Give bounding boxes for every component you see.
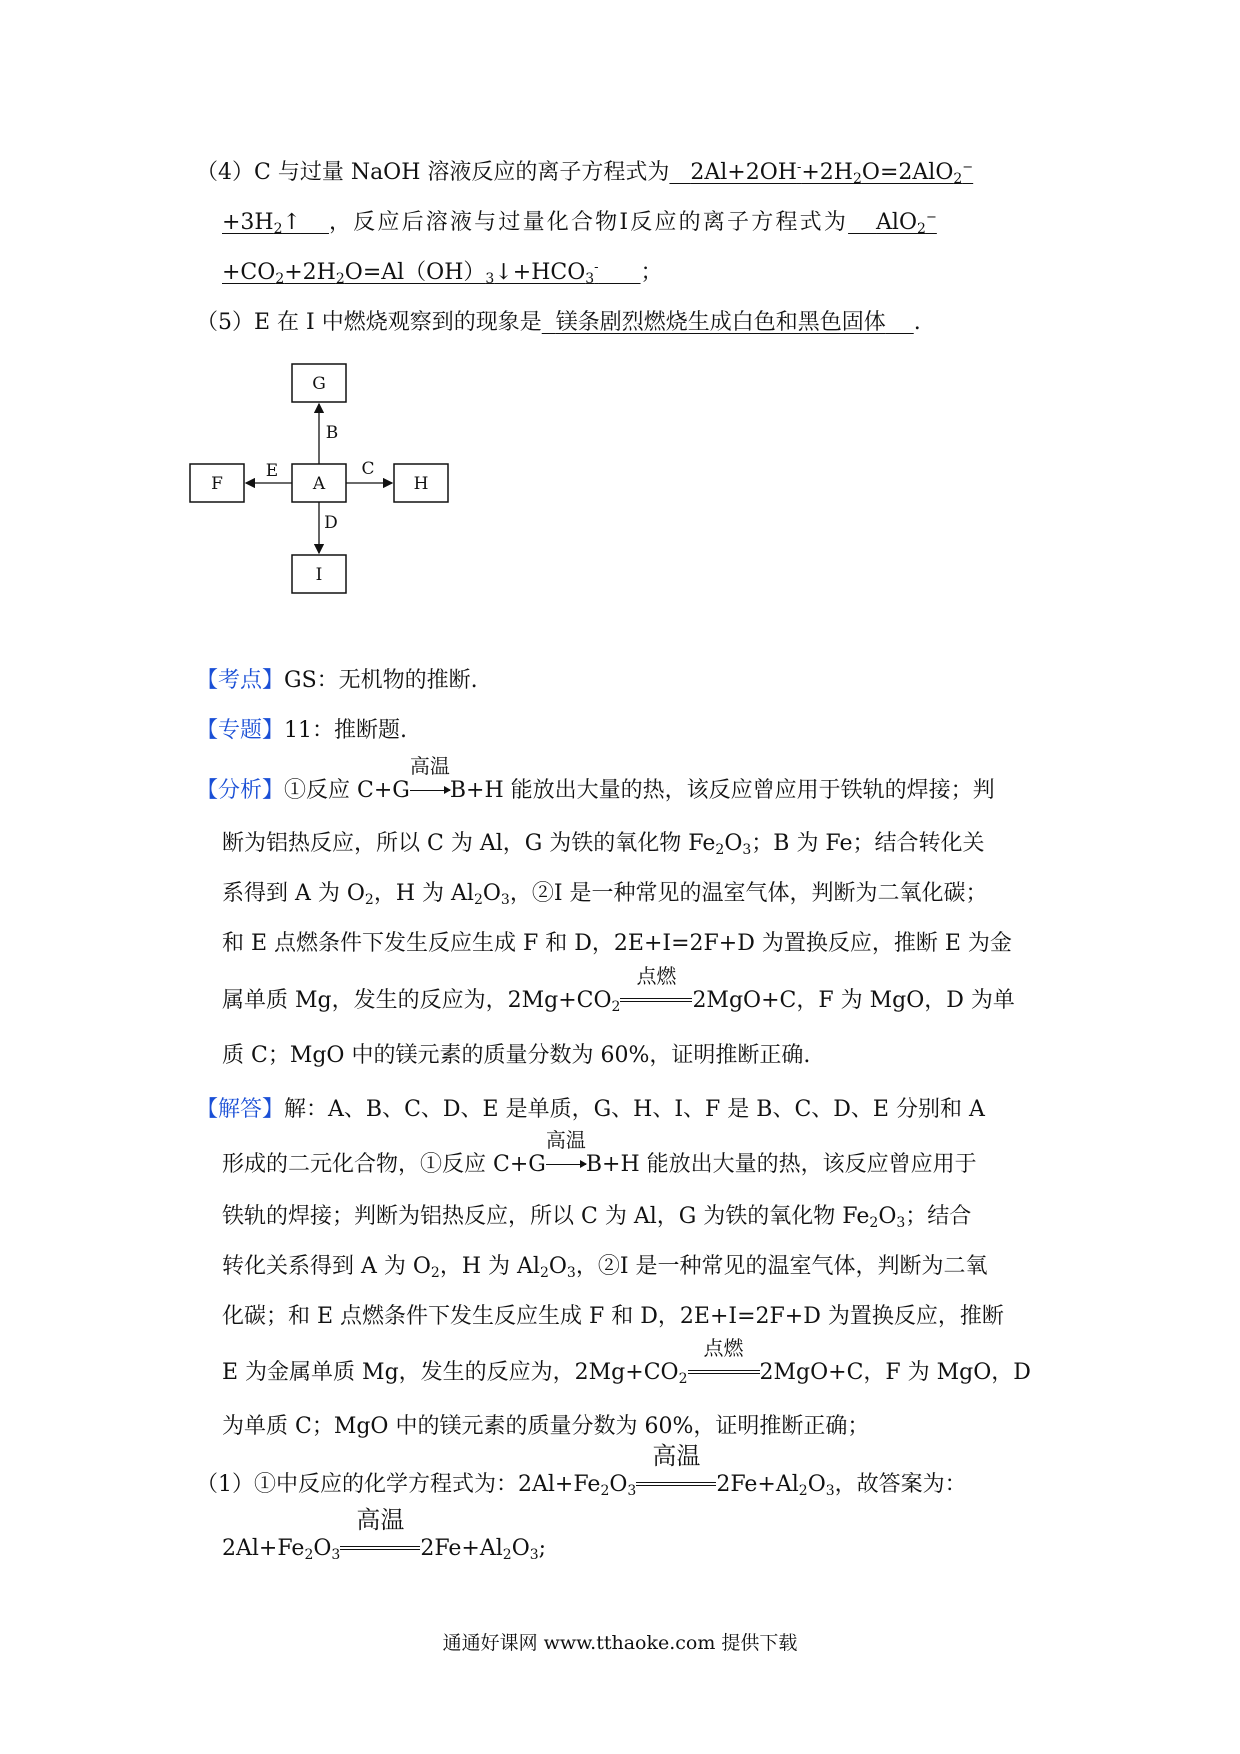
q1-text: 2Al+Fe [222, 1536, 305, 1561]
node-g: G [312, 374, 326, 394]
q1-line-1: （1）①中反应的化学方程式为：$2Al+Fe_2O_3$ 高温 $2Fe+Al_2O_3$，故答案为： [196, 1442, 967, 1499]
q4-line-1 [196, 160, 974, 187]
node-i: I [315, 565, 323, 585]
condition-label: 点燃 [703, 1336, 744, 1360]
jieda-tag: 【解答】 [196, 1097, 285, 1122]
fenxi-text: B+H 能放出大量的热，该反应曾应用于铁轨的焊接；判 [449, 778, 995, 803]
fenxi-text: 质 C；MgO 中的镁元素的质量分数为 60%，证明推断正确. [222, 1043, 811, 1068]
jieda-text: 2MgO+C，F 为 MgO，D [759, 1360, 1031, 1385]
jieda-text: 解：A、B、C、D、E 是单质，G、H、I、F 是 B、C、D、E 分别和 A [284, 1097, 985, 1122]
condition-dianran-equals [688, 1336, 760, 1384]
q4-answer-2: AlO$_2$− [876, 210, 937, 237]
edge-label-c: C [361, 459, 375, 479]
jieda-text: 形成的二元化合物，①反应 C+G [222, 1152, 546, 1177]
condition-label: 高温 [652, 1442, 701, 1470]
q4-answer-2-cont: $+CO_2+2H_2O=Al(OH)_3↓+HCO_3^-$ [222, 260, 599, 287]
zhuanti-tag: 【专题】 [196, 718, 285, 743]
fenxi-line-3: 系得到 A 为 $O_2$，H 为 $Al_2O_3$，②I 是一种常见的温室气体，判断为二氧化碳； [222, 881, 988, 908]
kaodian-line [196, 670, 478, 692]
zhuanti-text: 11：推断题. [284, 718, 408, 743]
q4-prompt: （4）C 与过量 NaOH 溶液反应的离子方程式为 [196, 160, 670, 185]
q1-line-2: $2Al+Fe_2O_3$ 高温 $2Fe+Al_2O_3$; [222, 1506, 547, 1563]
q5-answer: 镁条剧烈燃烧生成白色和黑色固体 [555, 310, 886, 335]
page-footer: 通通好课网 www.tthaoke.com 提供下载 [442, 1632, 798, 1654]
jieda-text: B+H 能放出大量的热，该反应曾应用于 [585, 1152, 977, 1177]
edge-label-d: D [324, 513, 338, 533]
fenxi-text: 系得到 A 为 O [222, 881, 365, 906]
q5-line [196, 312, 921, 334]
fenxi-line-5: 属单质 Mg，发生的反应为，$2Mg+CO_2$ 点燃 2MgO+C，F 为 MgO，D 为单 [222, 964, 1015, 1015]
jieda-line-4: 转化关系得到 A 为 $O_2$，H 为 $Al_2O_3$，②I 是一种常见的温室气体，判断为二氧 [222, 1254, 988, 1281]
condition-gaowen-equals [340, 1506, 420, 1560]
q1-text: （1）①中反应的化学方程式为：2Al+Fe [196, 1472, 601, 1497]
condition-label: 高温 [545, 1128, 586, 1152]
q4-answer-1-cont: $+3H_2↑$ [222, 210, 301, 237]
jieda-line-2 [222, 1128, 977, 1177]
q4-line-3 [222, 260, 663, 287]
q4-end: ； [640, 260, 663, 285]
node-a: A [312, 474, 326, 494]
transformation-diagram [188, 362, 468, 602]
node-f: F [211, 474, 223, 494]
jieda-line-3: 铁轨的焊接；判断为铝热反应，所以 C 为 Al，G 为铁的氧化物 $Fe_2O_3$；结合 [222, 1204, 972, 1231]
fenxi-text: ①反应 C+G [284, 778, 410, 803]
q4-answer-1: $2Al+2OH^-+2H_2O=2AlO_2^-$ [690, 160, 974, 187]
q5-prompt: （5）E 在 I 中燃烧观察到的现象是 [196, 310, 542, 335]
condition-gaowen-arrow [545, 1128, 586, 1176]
jieda-line-7 [222, 1416, 869, 1438]
fenxi-line-1 [196, 754, 995, 803]
condition-gaowen-equals [636, 1442, 716, 1496]
jieda-text: E 为金属单质 Mg，发生的反应为，2Mg+CO [222, 1360, 679, 1385]
fenxi-text: 属单质 Mg，发生的反应为，2Mg+CO [222, 988, 612, 1013]
condition-label: 高温 [409, 754, 450, 778]
edge-label-e: E [265, 461, 279, 481]
q4-line-2 [222, 210, 937, 237]
jieda-line-1 [196, 1099, 985, 1121]
edge-label-b: B [325, 423, 339, 443]
condition-dianran-equals [620, 964, 692, 1012]
jieda-text: 为单质 C；MgO 中的镁元素的质量分数为 60%，证明推断正确； [222, 1414, 870, 1439]
condition-gaowen-arrow [409, 754, 450, 802]
fenxi-line-2: 断为铝热反应，所以 C 为 Al，G 为铁的氧化物 $Fe_2O_3$；B 为 Fe；结合转化关 [222, 831, 985, 858]
q5-end: . [913, 310, 921, 335]
jieda-text: 铁轨的焊接；判断为铝热反应，所以 C 为 Al，G 为铁的氧化物 Fe [222, 1204, 870, 1229]
q4-mid: ，反应后溶液与过量化合物I反应的离子方程式为 [328, 210, 849, 235]
fenxi-text: 断为铝热反应，所以 C 为 Al，G 为铁的氧化物 Fe [222, 831, 716, 856]
fenxi-line-6 [222, 1045, 810, 1067]
fenxi-line-4 [222, 933, 1012, 955]
node-h: H [413, 474, 429, 494]
zhuanti-line [196, 720, 407, 742]
jieda-text: 转化关系得到 A 为 O [222, 1254, 431, 1279]
fenxi-text: 和 E 点燃条件下发生反应生成 F 和 D，2E+I=2F+D 为置换反应，推断 E 为金 [222, 931, 1012, 956]
fenxi-tag: 【分析】 [196, 778, 285, 803]
fenxi-text: 2MgO+C，F 为 MgO，D 为单 [692, 988, 1015, 1013]
kaodian-text: GS：无机物的推断. [284, 668, 478, 693]
condition-label: 点燃 [636, 964, 677, 988]
jieda-line-5 [222, 1306, 1004, 1328]
jieda-line-6: E 为金属单质 Mg，发生的反应为，$2Mg+CO_2$ 点燃 2MgO+C，F 为 MgO，D [222, 1336, 1031, 1387]
condition-label: 高温 [356, 1506, 405, 1534]
jieda-text: 化碳；和 E 点燃条件下发生反应生成 F 和 D，2E+I=2F+D 为置换反应，推断 [222, 1304, 1004, 1329]
kaodian-tag: 【考点】 [196, 668, 285, 693]
